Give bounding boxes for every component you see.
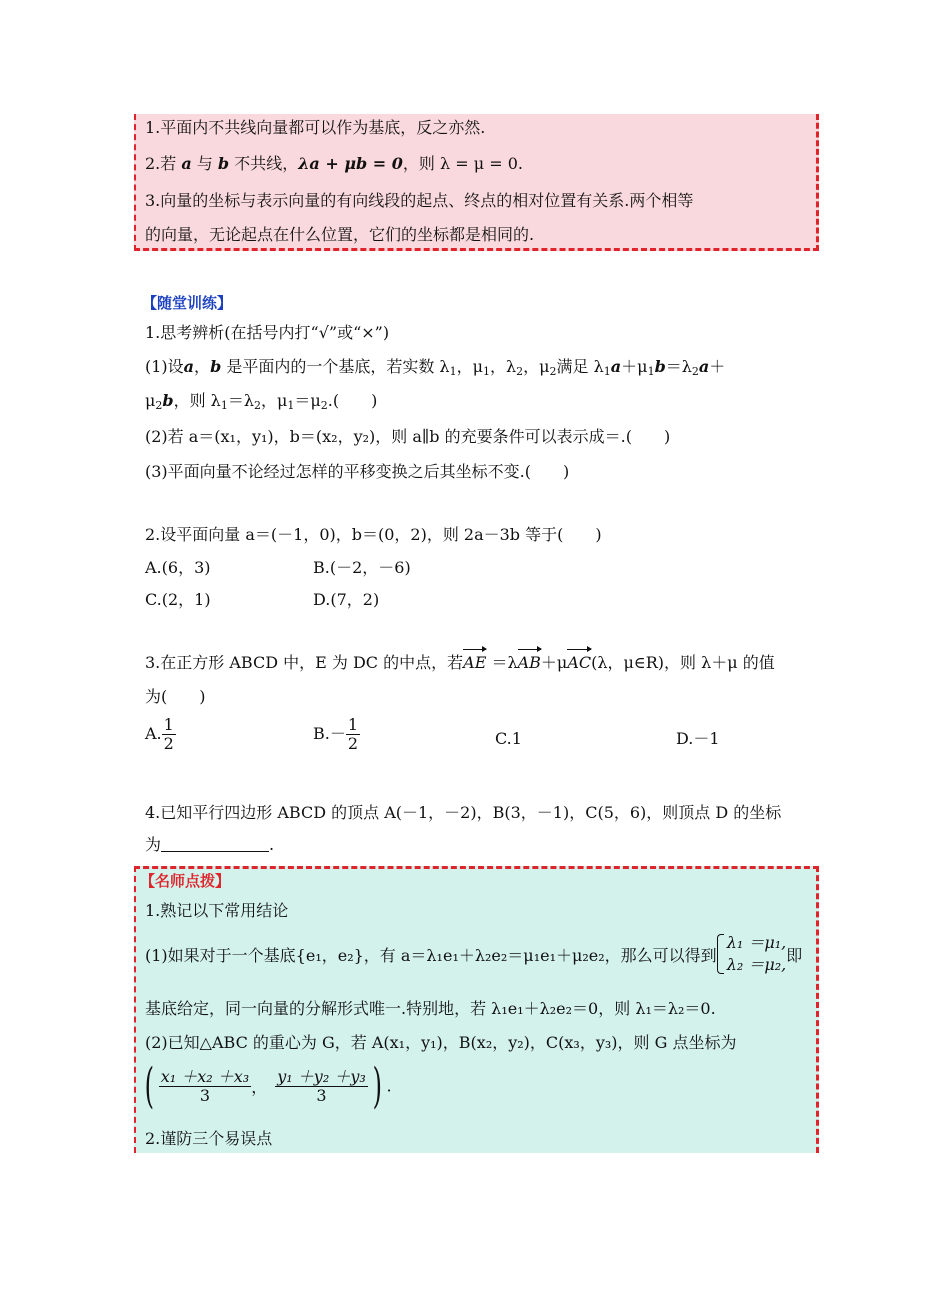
note-2: 2.若 a 与 b 不共线，λa + μb = 0，则 λ = μ = 0. <box>145 154 523 173</box>
tip-1-1-line1: (1)如果对于一个基底{e₁，e₂}，有 a＝λ₁e₁＋λ₂e₂＝μ₁e₁＋μ₂e₂，那么可以得到 λ₁ ＝μ₁, λ₂ ＝μ₂, 即 <box>145 933 803 974</box>
q1-item2: (2)若 a＝(x₁，y₁)，b＝(x₂，y₂)，则 a∥b 的充要条件可以表示成＝.( ) <box>145 427 671 446</box>
tip-2: 2.谨防三个易误点 <box>145 1129 273 1148</box>
q2-option-a[interactable]: A.(6，3) <box>145 558 211 577</box>
tip-1-1-line2: 基底给定，同一向量的分解形式唯一.特别地，若 λ₁e₁＋λ₂e₂＝0，则 λ₁＝λ₂＝0. <box>145 999 716 1018</box>
q3-stem-line2: 为( ) <box>145 687 206 706</box>
tip-1: 1.熟记以下常用结论 <box>145 901 289 920</box>
q3-stem-line1: 3.在正方形 ABCD 中，E 为 DC 的中点，若AE ＝λAB＋μAC(λ，μ∈R)，则 λ＋μ 的值 <box>145 653 775 672</box>
centroid-formula: ( $\frac{\text{x₁ ＋x₂ ＋x₃}}{3}$ ， $\frac{\text{y₁ ＋y₂ ＋y₃}}{3}$ ) . <box>144 1058 392 1114</box>
q1-title: 1.思考辨析(在括号内打“√”或“×”) <box>145 323 390 342</box>
q4-stem-line2: 为 . <box>145 835 275 854</box>
q2-option-b[interactable]: B.(－2，－6) <box>313 558 411 577</box>
note-3a: 3.向量的坐标与表示向量的有向线段的起点、终点的相对位置有关系.两个相等 <box>145 191 694 210</box>
tips-tag: 【名师点拨】 <box>140 872 231 890</box>
practice-tag: 【随堂训练】 <box>142 294 233 312</box>
q1-item3: (3)平面向量不论经过怎样的平移变换之后其坐标不变.( ) <box>145 462 570 481</box>
q1-item1-line1: (1)设a，b 是平面内的一个基底，若实数 $\lambda_1$，$\mu_1$，$\lambda_2$，$\mu_2$满足 $\lambda_1a+\mu_1b=\lambda_2a+$ <box>145 357 726 378</box>
q3-option-b[interactable]: B.－ $\frac{1}{2}$ <box>313 715 359 753</box>
q4-stem-line1: 4.已知平行四边形 ABCD 的顶点 A(－1，－2)，B(3，－1)，C(5，6)，则顶点 D 的坐标 <box>145 803 782 822</box>
q2-option-d[interactable]: D.(7，2) <box>313 590 380 609</box>
q2-option-c[interactable]: C.(2，1) <box>145 590 211 609</box>
answer-blank[interactable] <box>161 836 269 852</box>
note-1: 1.平面内不共线向量都可以作为基底，反之亦然. <box>145 118 486 137</box>
equation-system: λ₁ ＝μ₁, λ₂ ＝μ₂, <box>717 932 787 976</box>
tip-1-2: (2)已知△ABC 的重心为 G，若 A(x₁，y₁)，B(x₂，y₂)，C(x₃，y₃)，则 G 点坐标为 <box>145 1033 737 1052</box>
q3-option-a[interactable]: A. $\frac{1}{2}$ <box>145 715 174 753</box>
note-3b: 的向量，无论起点在什么位置，它们的坐标都是相同的. <box>145 225 535 244</box>
q1-item1-line2: $\mu_2b$，则 $\lambda_1=\lambda_2$，$\mu_1=\mu_2$.( ) <box>145 391 378 412</box>
q2-stem: 2.设平面向量 a＝(－1，0)，b＝(0，2)，则 2a－3b 等于( ) <box>145 525 602 544</box>
q3-option-d[interactable]: D.－1 <box>676 729 720 748</box>
q3-option-c[interactable]: C.1 <box>495 729 522 748</box>
